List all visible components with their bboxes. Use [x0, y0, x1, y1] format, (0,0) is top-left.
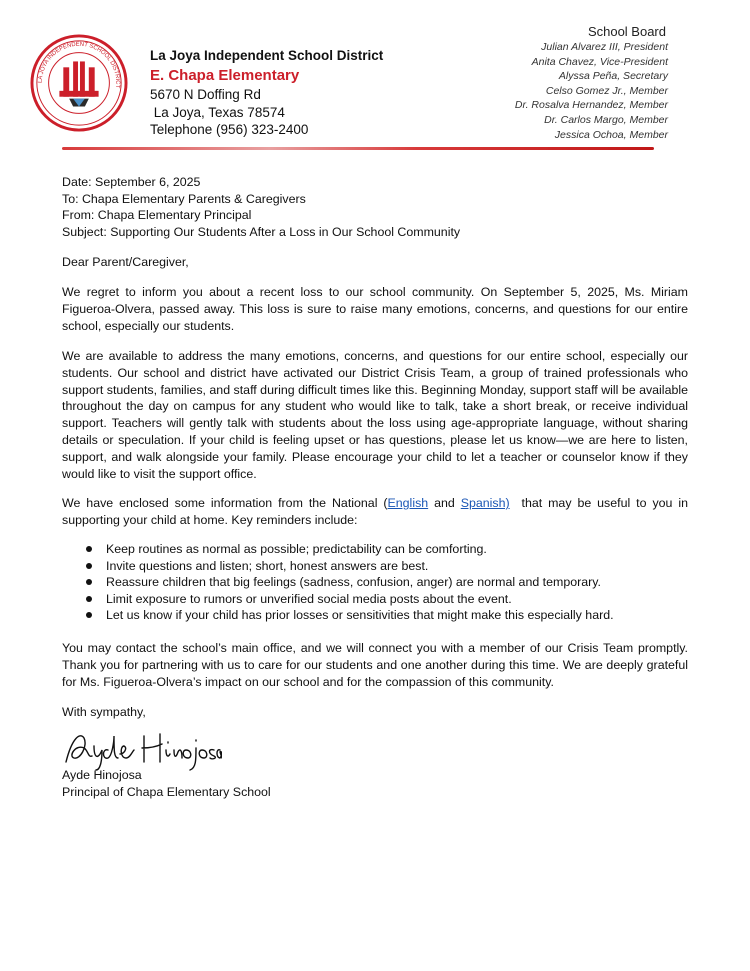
- bullet-icon: [86, 546, 92, 552]
- bullet-icon: [86, 579, 92, 585]
- school-name: E. Chapa Elementary: [150, 67, 300, 84]
- board-member: Alyssa Peña, Secretary: [558, 70, 668, 83]
- greeting: Dear Parent/Caregiver,: [62, 255, 189, 269]
- list-item: Limit exposure to rumors or unverified social media posts about the event.: [62, 591, 688, 608]
- board-member: Anita Chavez, Vice-President: [531, 55, 668, 68]
- signer-name: Ayde Hinojosa: [62, 768, 142, 782]
- resources-text: We have enclosed some information from the National (: [62, 496, 388, 510]
- list-item: Reassure children that big feelings (sadness, confusion, anger) are normal and temporary.: [62, 574, 688, 591]
- resources-and: and: [428, 496, 461, 510]
- address-city: La Joya, Texas 78574: [150, 105, 285, 120]
- signer-title: Principal of Chapa Elementary School: [62, 785, 271, 799]
- bullet-icon: [86, 612, 92, 618]
- board-member: Julian Alvarez III, President: [541, 41, 668, 53]
- school-board-list: [515, 40, 668, 142]
- closing: With sympathy,: [62, 705, 146, 719]
- telephone: Telephone (956) 323-2400: [150, 122, 309, 137]
- memo-date: Date: September 6, 2025: [62, 175, 201, 189]
- header-divider: [62, 147, 654, 150]
- paragraph-resources: [62, 495, 692, 529]
- board-member: Dr. Carlos Margo, Member: [544, 113, 668, 126]
- key-reminders-list: [62, 541, 688, 624]
- paragraph-support: We are available to address the many emotions, concerns, and questions for our entire school, especially our students. Our school and district have activated our District Crisis Team, a group of trained professionals who support students, families, and staff during difficult times like this. Beginning Monday, support staff will be available throughout the day on campus for any student who would like to talk, take a short break, or receive individual support. Teachers will gently talk with students about the loss using age-appropriate language, without sharing details or speculation. If your child is feeling upset or has questions, please let us know—we are here to listen, support, and walk alongside your family. Please encourage your child to let a teacher or counselor know if they would like to visit the support office.: [62, 349, 688, 481]
- board-member: Jessica Ochoa, Member: [554, 128, 668, 141]
- memo-to: To: Chapa Elementary Parents & Caregivers: [62, 191, 306, 206]
- resources-text-end: that may be useful to you in supporting your child at home. Key reminders include:: [62, 496, 692, 527]
- list-item: Let us know if your child has prior losses or sensitivities that might make this especially hard.: [62, 607, 688, 624]
- bullet-icon: [86, 596, 92, 602]
- spanish-resource-link[interactable]: Spanish): [460, 496, 510, 510]
- memo-block: [62, 174, 460, 240]
- memo-subject: Subject: Supporting Our Students After a Loss in Our School Community: [62, 224, 461, 239]
- district-seal-logo: [30, 34, 128, 132]
- memo-from: From: Chapa Elementary Principal: [62, 208, 252, 223]
- district-name: La Joya Independent School District: [150, 48, 384, 63]
- board-member: Celso Gomez Jr., Member: [545, 84, 668, 97]
- paragraph-loss-notice: We regret to inform you about a recent loss to our school community. On September 5, 2025, Ms. Miriam Figueroa-Olvera, passed away. This loss is sure to raise many emotions, concerns, and questions for our entire school, especially our students.: [62, 285, 688, 333]
- list-item: Keep routines as normal as possible; predictability can be comforting.: [62, 541, 688, 558]
- seal-text: LA JOYA INDEPENDENT SCHOOL DISTRICT: [37, 41, 121, 89]
- signature-image: [62, 728, 222, 772]
- bullet-icon: [86, 563, 92, 569]
- english-resource-link[interactable]: English: [387, 496, 429, 510]
- list-item: Invite questions and listen; short, honest answers are best.: [62, 558, 688, 575]
- school-board-title: School Board: [587, 24, 666, 39]
- paragraph-contact: You may contact the school’s main office, and we will connect you with a member of our Crisis Team promptly. Thank you for partnering with us to care for our students and one another during this time. We are deeply grateful for Ms. Figueroa-Olvera’s impact on our school and for the compassion of this community.: [62, 641, 688, 689]
- board-member: Dr. Rosalva Hernandez, Member: [514, 99, 668, 112]
- address-street: 5670 N Doffing Rd: [150, 87, 261, 102]
